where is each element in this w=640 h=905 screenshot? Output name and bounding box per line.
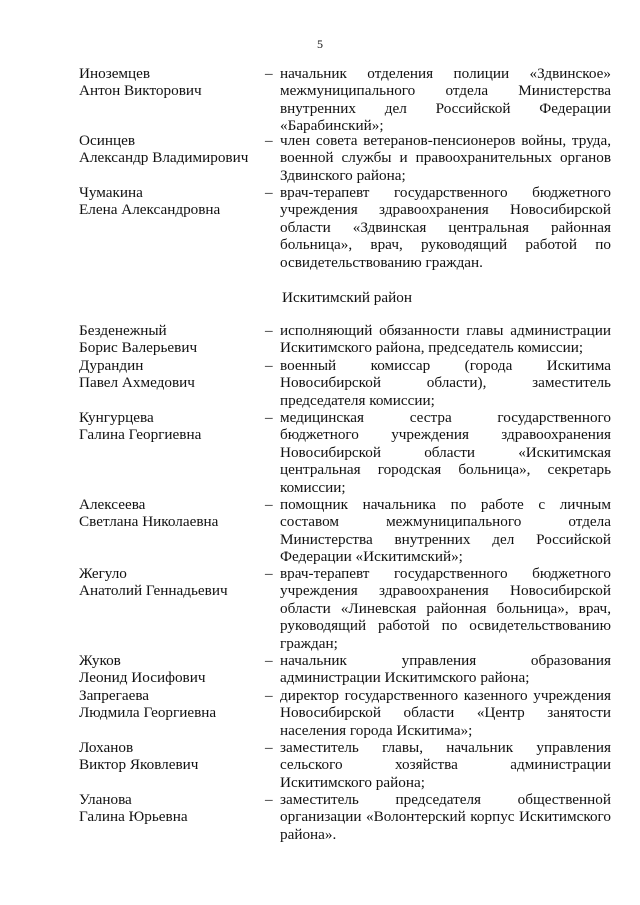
position-line: освидетельствованию граждан.: [280, 253, 483, 271]
position-line: Федерации «Искитимский»;: [280, 548, 463, 566]
member-given-names: Борис Валерьевич: [79, 339, 198, 357]
position-line: граждан;: [280, 634, 338, 652]
dash-separator: –: [265, 132, 273, 149]
member-position: [280, 409, 611, 496]
position-line: сельского хозяйства администрации: [280, 756, 611, 774]
member-position: [280, 322, 611, 357]
dash-separator: –: [265, 322, 273, 339]
member-name: [79, 739, 259, 774]
position-line: учреждения здравоохранения Новосибирской: [280, 582, 611, 600]
position-line: района».: [280, 825, 337, 843]
position-line: военный комиссар (города Искитима: [280, 357, 611, 374]
position-line: врач-терапевт государственного бюджетного: [280, 184, 611, 201]
member-name: [79, 409, 259, 444]
position-line: Искитимского района;: [280, 773, 425, 791]
member-position: [280, 65, 611, 135]
dash-separator: –: [265, 565, 273, 582]
member-position: [280, 184, 611, 271]
position-line: исполняющий обязанности главы администрации: [280, 322, 611, 339]
member-given-names: Светлана Николаевна: [79, 513, 219, 531]
position-line: учреждения здравоохранения Новосибирской: [280, 201, 611, 219]
position-line: межмуниципального отдела Министерства: [280, 82, 611, 100]
position-line: член совета ветеранов-пенсионеров войны, труда,: [280, 132, 611, 149]
member-given-names: Антон Викторович: [79, 82, 202, 100]
member-name: [79, 687, 259, 722]
dash-separator: –: [265, 791, 273, 808]
member-given-names: Галина Георгиевна: [79, 426, 202, 444]
position-line: директор государственного казенного учреждения: [280, 687, 611, 704]
position-line: Новосибирской области «Искитимская: [280, 443, 611, 461]
position-line: заместитель председателя общественной: [280, 791, 611, 808]
member-given-names: Павел Ахмедович: [79, 374, 195, 392]
member-position: [280, 687, 611, 739]
dash-separator: –: [265, 184, 273, 201]
member-position: [280, 791, 611, 843]
member-surname: Жуков: [79, 652, 121, 669]
position-line: населения города Искитима»;: [280, 721, 473, 739]
position-line: комиссии;: [280, 478, 346, 496]
position-line: Новосибирской области), заместитель: [280, 374, 611, 392]
member-given-names: Леонид Иосифович: [79, 669, 206, 687]
member-position: [280, 132, 611, 184]
dash-separator: –: [265, 739, 273, 756]
member-surname: Иноземцев: [79, 65, 151, 82]
dash-separator: –: [265, 409, 273, 426]
position-line: центральная городская больница», секретарь: [280, 461, 611, 479]
member-name: [79, 357, 259, 392]
member-given-names: Галина Юрьевна: [79, 808, 188, 826]
dash-separator: –: [265, 65, 273, 82]
position-line: больница», врач, руководящий работой по: [280, 236, 611, 254]
position-line: Здвинского района;: [280, 166, 406, 184]
member-name: [79, 132, 259, 167]
position-line: организации «Волонтерский корпус Искитимского: [280, 808, 611, 826]
dash-separator: –: [265, 357, 273, 374]
member-given-names: Александр Владимирович: [79, 149, 249, 167]
position-line: Министерства внутренних дел Российской: [280, 530, 611, 548]
member-surname: Осинцев: [79, 132, 136, 149]
member-name: [79, 65, 259, 100]
position-line: администрации Искитимского района;: [280, 669, 530, 687]
dash-separator: –: [265, 496, 273, 513]
dash-separator: –: [265, 687, 273, 704]
position-line: руководящий работой по освидетельствованию: [280, 617, 611, 635]
member-name: [79, 184, 259, 219]
member-name: [79, 496, 259, 531]
member-surname: Кунгурцева: [79, 409, 154, 426]
member-name: [79, 322, 259, 357]
member-position: [280, 652, 611, 687]
member-name: [79, 791, 259, 826]
member-given-names: Анатолий Геннадьевич: [79, 582, 228, 600]
position-line: врач-терапевт государственного бюджетного: [280, 565, 611, 582]
position-line: «Барабинский»;: [280, 117, 384, 135]
member-surname: Безденежный: [79, 322, 167, 339]
member-surname: Уланова: [79, 791, 132, 808]
position-line: начальник отделения полиции «Здвинское»: [280, 65, 611, 82]
position-line: области «Линевская районная больница», врач,: [280, 599, 611, 617]
position-line: внутренних дел Российской Федерации: [280, 99, 611, 117]
member-position: [280, 357, 611, 409]
dash-separator: –: [265, 652, 273, 669]
position-line: бюджетного учреждения здравоохранения: [280, 426, 611, 444]
position-line: области «Здвинская центральная районная: [280, 218, 611, 236]
member-given-names: Людмила Георгиевна: [79, 704, 217, 722]
member-surname: Дурандин: [79, 357, 144, 374]
position-line: военной службы и правоохранительных органов: [280, 149, 611, 167]
member-surname: Лоханов: [79, 739, 134, 756]
member-position: [280, 565, 611, 652]
member-name: [79, 652, 259, 687]
member-given-names: Виктор Яковлевич: [79, 756, 199, 774]
section-heading: Искитимский район: [282, 289, 412, 306]
position-line: помощник начальника по работе с личным: [280, 496, 611, 513]
position-line: составом межмуниципального отдела: [280, 513, 611, 531]
position-line: Новосибирской области «Центр занятости: [280, 704, 611, 722]
position-line: начальник управления образования: [280, 652, 611, 669]
member-position: [280, 496, 611, 566]
position-line: медицинская сестра государственного: [280, 409, 611, 426]
member-name: [79, 565, 259, 600]
member-given-names: Елена Александровна: [79, 201, 221, 219]
member-surname: Алексеева: [79, 496, 146, 513]
member-surname: Запрегаева: [79, 687, 150, 704]
position-line: Искитимского района, председатель комиссии;: [280, 339, 584, 357]
member-surname: Жегуло: [79, 565, 127, 582]
member-position: [280, 739, 611, 791]
member-surname: Чумакина: [79, 184, 143, 201]
position-line: заместитель главы, начальник управления: [280, 739, 611, 756]
position-line: председателя комиссии;: [280, 391, 435, 409]
page-number: 5: [317, 37, 323, 51]
